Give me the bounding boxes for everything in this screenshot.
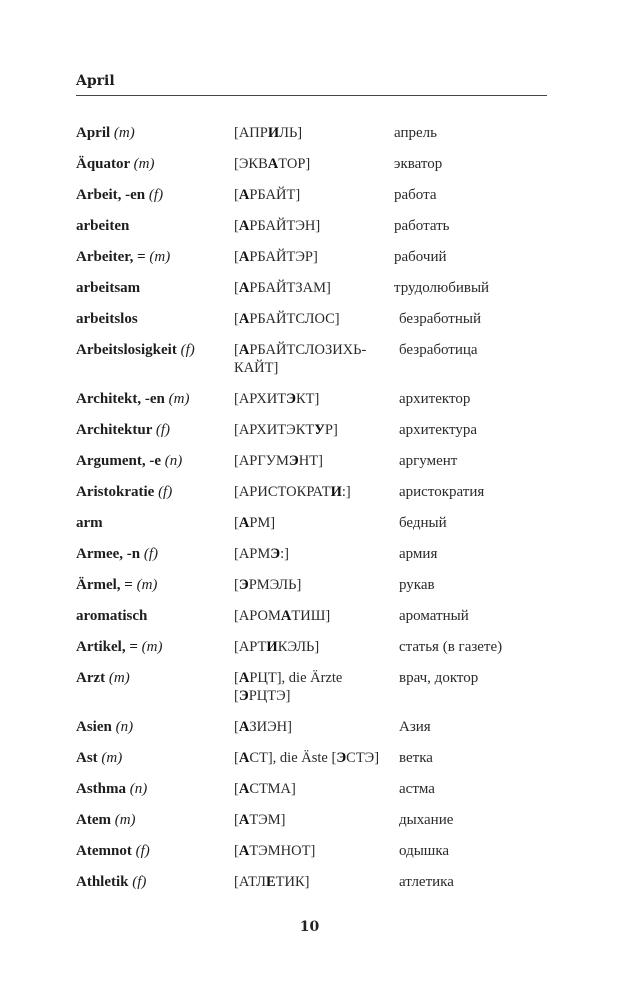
stressed-letter: И [266,639,278,655]
gender-marker: (f) [143,546,159,562]
entry-row [76,248,547,266]
gender-marker: (m) [108,670,130,686]
entry-row [76,421,547,439]
entry-row [76,483,547,501]
entry-row [76,217,547,235]
transcription [234,124,394,142]
german-headword: Arbeitslosigkeit [76,342,177,358]
gender-marker: (f) [148,187,164,203]
stressed-letter: Э [270,546,281,562]
german-word [76,341,234,377]
entry-row [76,749,547,767]
transcription-text: РМ] [249,515,276,531]
russian-translation: рабочий [394,249,447,265]
transcription-text: [ [234,311,239,327]
german-word [76,390,234,408]
transcription [234,669,394,705]
gender-marker: (m) [149,249,171,265]
german-word [76,545,234,563]
stressed-letter: А [238,280,250,296]
german-headword: Architektur [76,422,153,438]
russian-translation: дыхание [399,812,454,828]
transcription [234,310,394,328]
russian-translation: бедный [399,515,447,531]
transcription-text: РБАЙТ] [249,187,301,203]
transcription [234,483,394,501]
german-headword: Athletik [76,874,129,890]
running-head: April [76,73,115,89]
transcription [234,842,394,860]
stressed-letter: У [314,422,325,438]
stressed-letter: А [238,719,250,735]
german-headword: Äquator [76,156,130,172]
german-word [76,638,234,656]
stressed-letter: А [238,670,250,686]
german-word [76,310,234,328]
transcription-text: [ [234,812,239,828]
transcription-text: СТМА] [249,781,296,797]
entry-row [76,718,547,736]
german-word [76,669,234,705]
german-headword: Ärmel, = [76,577,133,593]
transcription [234,390,394,408]
transcription [234,749,394,767]
transcription-text: [ [234,249,239,265]
stressed-letter: И [330,484,342,500]
entry-row [76,514,547,532]
russian-translation: астма [399,781,435,797]
stressed-letter: Е [266,874,276,890]
stressed-letter: А [238,750,250,766]
german-headword: Armee, -n [76,546,141,562]
entry-row [76,310,547,328]
russian-translation: апрель [394,125,437,141]
transcription-text: РЦТЭ] [248,688,291,704]
entry-row [76,545,547,563]
german-word [76,155,234,173]
entry-row [76,279,547,297]
stressed-letter: И [267,125,280,141]
russian-translation: экватор [394,156,443,172]
transcription [234,341,394,377]
transcription-text: РБАЙТЗАМ] [249,280,331,296]
transcription [234,811,394,829]
german-headword: Artikel, = [76,639,138,655]
russian-translation: архитектура [399,422,478,438]
german-headword: Atem [76,812,111,828]
entry-row [76,576,547,594]
transcription-text: :] [280,546,289,562]
transcription [234,780,394,798]
transcription [234,248,394,266]
transcription [234,576,394,594]
russian-translation: ветка [399,750,433,766]
gender-marker: (f) [180,342,195,358]
transcription-text: [ЭКВ [234,156,268,172]
german-word [76,576,234,594]
transcription-text: КЭЛЬ] [277,639,320,655]
transcription-text: РМЭЛЬ] [248,577,302,593]
transcription-text: Р] [324,422,338,438]
russian-translation: армия [399,546,438,562]
russian-translation: одышка [399,843,450,859]
german-headword: Arbeiter, = [76,249,146,265]
russian-translation: аргумент [399,453,458,469]
russian-translation: безработный [399,311,481,327]
transcription [234,545,394,563]
german-word [76,842,234,860]
russian-translation: работа [394,187,437,203]
entry-row [76,124,547,142]
gender-marker: (m) [113,125,135,141]
transcription-text: РЦТ], die Ärzte [ [234,670,343,704]
stressed-letter: А [238,781,250,797]
stressed-letter: А [238,218,250,234]
transcription [234,638,394,656]
german-word [76,124,234,142]
german-word [76,514,234,532]
transcription-text: РБАЙТСЛОЗИХЬ-КАЙТ] [234,342,367,376]
russian-translation: Азия [399,719,431,735]
stressed-letter: Э [336,750,347,766]
russian-translation: работать [394,218,450,234]
stressed-letter: А [238,515,250,531]
gender-marker: (m) [141,639,163,655]
german-word [76,452,234,470]
stressed-letter: Э [238,688,249,704]
russian-translation: статья (в газете) [399,639,503,655]
transcription-text: :] [341,484,351,500]
transcription-text: [ [234,187,239,203]
gender-marker: (f) [132,874,147,890]
transcription-text: [ [234,218,239,234]
entry-row [76,638,547,656]
german-headword: Asien [76,719,112,735]
entry-row [76,811,547,829]
russian-translation: рукав [399,577,435,593]
transcription [234,873,394,891]
german-word [76,780,234,798]
german-headword: Architekt, -en [76,391,165,407]
transcription-text: СТ], die Äste [ [249,750,337,766]
german-headword: arbeiten [76,218,130,234]
transcription [234,279,394,297]
transcription-text: РБАЙТСЛОС] [249,311,340,327]
gender-marker: (f) [155,422,171,438]
entry-row [76,341,547,377]
transcription-text: ЗИЭН] [249,719,292,735]
transcription-text: [АРИСТОКРАТ [234,484,331,500]
transcription-text: [АТЛ [234,874,266,890]
transcription [234,186,394,204]
russian-translation: аристократия [399,484,485,500]
transcription-text: [АРХИТ [234,391,287,407]
transcription-text: СТЭ] [346,750,380,766]
entry-row [76,390,547,408]
entry-row [76,669,547,705]
transcription-text: ТОР] [278,156,311,172]
transcription-text: ЛЬ] [279,125,303,141]
russian-translation: ароматный [399,608,469,624]
german-headword: Arbeit, -en [76,187,146,203]
transcription-text: [АРТ [234,639,267,655]
german-word [76,483,234,501]
transcription-text: [АПР [234,125,268,141]
transcription-text: [ [234,577,239,593]
gender-marker: (f) [158,484,173,500]
entry-row [76,155,547,173]
stressed-letter: А [238,187,250,203]
russian-translation: безработица [399,342,478,358]
transcription-text: [ [234,750,239,766]
gender-marker: (m) [101,750,123,766]
entry-row [76,607,547,625]
german-headword: Asthma [76,781,127,797]
gender-marker: (n) [164,453,183,469]
german-headword: Argument, -e [76,453,161,469]
transcription-text: [ [234,843,239,859]
transcription-text: [АРГУМ [234,453,289,469]
german-headword: Arzt [76,670,106,686]
transcription [234,452,394,470]
entry-list [76,124,547,904]
transcription-text: ТИШ] [291,608,331,624]
transcription-text: [ [234,670,239,686]
german-word [76,873,234,891]
stressed-letter: А [238,249,250,265]
german-headword: arbeitslos [76,311,138,327]
transcription-text: [АРОМ [234,608,281,624]
gender-marker: (m) [114,812,136,828]
entry-row [76,873,547,891]
german-headword: arm [76,515,103,531]
transcription-text: [ [234,781,239,797]
page-number: 10 [299,919,320,935]
transcription-text: РБАЙТЭР] [249,249,318,265]
german-word [76,186,234,204]
german-word [76,421,234,439]
german-word [76,718,234,736]
entry-row [76,842,547,860]
transcription-text: КТ] [295,391,320,407]
stressed-letter: Э [286,391,296,407]
stressed-letter: А [238,843,250,859]
gender-marker: (m) [133,156,155,172]
german-headword: arbeitsam [76,280,141,296]
gender-marker: (m) [168,391,190,407]
russian-translation: архитектор [399,391,471,407]
stressed-letter: А [238,311,250,327]
transcription [234,421,394,439]
transcription-text: [АРХИТЭКТ [234,422,315,438]
stressed-letter: Э [288,453,299,469]
german-headword: aromatisch [76,608,148,624]
german-headword: April [76,125,111,141]
gender-marker: (n) [115,719,134,735]
gender-marker: (f) [135,843,150,859]
german-word [76,248,234,266]
stressed-letter: А [267,156,279,172]
entry-row [76,452,547,470]
stressed-letter: А [238,812,250,828]
transcription-text: РБАЙТЭН] [249,218,321,234]
header-rule [76,95,547,96]
transcription [234,217,394,235]
german-word [76,607,234,625]
german-word [76,811,234,829]
german-headword: Ast [76,750,98,766]
transcription-text: ТЭМНОТ] [249,843,316,859]
entry-row [76,780,547,798]
gender-marker: (n) [129,781,148,797]
transcription-text: ТИК] [275,874,310,890]
transcription-text: [ [234,515,239,531]
german-headword: Aristokratie [76,484,155,500]
german-word [76,749,234,767]
stressed-letter: А [280,608,292,624]
german-headword: Atemnot [76,843,132,859]
transcription [234,718,394,736]
transcription-text: [АРМ [234,546,271,562]
transcription-text: [ [234,280,239,296]
stressed-letter: Э [238,577,249,593]
transcription-text: [ [234,719,239,735]
german-word [76,279,234,297]
russian-translation: трудолюбивый [394,280,490,296]
transcription-text: НТ] [298,453,323,469]
stressed-letter: А [238,342,250,358]
gender-marker: (m) [136,577,158,593]
transcription [234,155,394,173]
transcription-text: ТЭМ] [249,812,286,828]
transcription [234,514,394,532]
transcription [234,607,394,625]
german-word [76,217,234,235]
entry-row [76,186,547,204]
russian-translation: атлетика [399,874,454,890]
transcription-text: [ [234,342,239,358]
russian-translation: врач, доктор [399,670,479,686]
